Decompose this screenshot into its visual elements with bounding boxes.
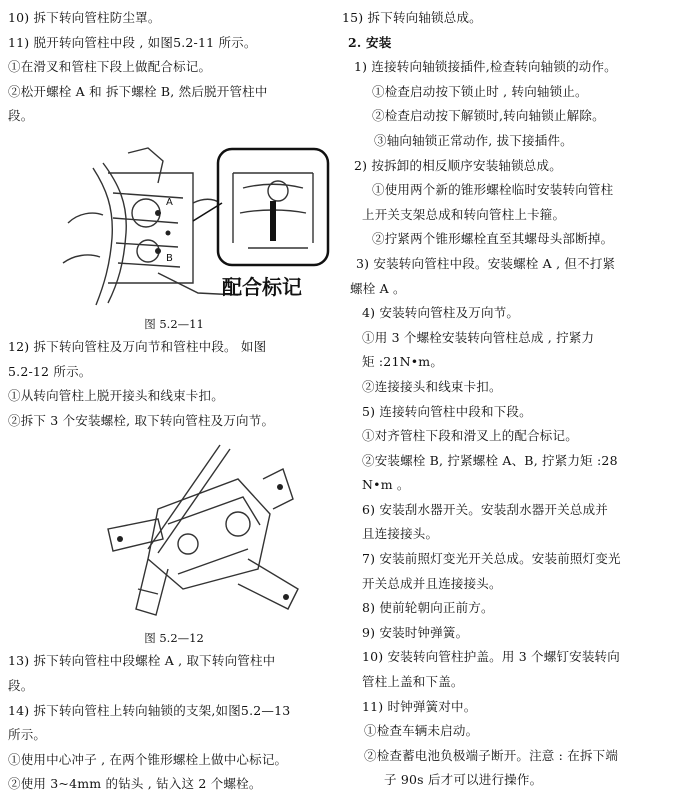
- step-12-cont: 5.2-12 所示。: [8, 363, 92, 379]
- svg-text:B: B: [166, 252, 173, 264]
- install-step-11: 11) 时钟弹簧对中。: [362, 698, 477, 714]
- install-step-1-sub-2: ②检查启动按下解锁时,转向轴锁止解除。: [372, 108, 605, 124]
- install-step-1-sub-1: ①检查启动按下锁止时 , 转向轴锁止。: [372, 83, 588, 99]
- install-step-7-cont: 开关总成并且连接接头。: [362, 575, 502, 591]
- install-step-6: 6) 安装刮水器开关。安装刮水器开关总成并: [362, 501, 609, 517]
- step-13-cont: 段。: [8, 677, 34, 693]
- step-12-sub-2: ②拆下 3 个安装螺栓, 取下转向管柱及万向节。: [8, 412, 275, 428]
- install-step-4-sub-1: ①用 3 个螺栓安装转向管柱总成 , 拧紧力: [362, 329, 595, 345]
- install-step-4-sub-2: ②连接接头和线束卡扣。: [362, 378, 502, 394]
- install-step-2: 2) 按拆卸的相反顺序安装轴锁总成。: [354, 157, 562, 173]
- right-column: [342, 6, 694, 793]
- steering-column-assembly-illustration: [8, 439, 340, 625]
- install-step-6-cont: 且连接接头。: [362, 526, 439, 542]
- step-11-sub-1: ①在滑叉和管柱下段上做配合标记。: [8, 59, 212, 75]
- install-step-5-sub-2-cont: N•m 。: [362, 477, 410, 493]
- step-15: 15) 拆下转向轴锁总成。: [342, 10, 482, 25]
- install-step-10-cont: 管柱上盖和下盖。: [362, 674, 464, 690]
- install-step-10: 10) 安装转向管柱护盖。用 3 个螺钉安装转向: [362, 649, 620, 665]
- step-14-sub-1: ①使用中心冲子 , 在两个锥形螺栓上做中心标记。: [8, 751, 288, 767]
- step-10: 10) 拆下转向管柱防尘罩。: [8, 10, 161, 25]
- install-step-3: 3) 安装转向管柱中段。安装螺栓 A , 但不打紧: [356, 255, 616, 271]
- install-step-4-sub-1-cont: 矩 :21N•m。: [362, 354, 444, 370]
- figure-caption-5-2-11: 图 5.2—11: [144, 316, 204, 331]
- install-step-8: 8) 使前轮朝向正前方。: [362, 600, 494, 616]
- install-step-9: 9) 安装时钟弹簧。: [362, 624, 469, 640]
- step-12-sub-1: ①从转向管柱上脱开接头和线束卡扣。: [8, 388, 224, 404]
- mating-mark-label: 配合标记: [222, 274, 302, 299]
- install-step-1: 1) 连接转向轴锁接插件,检查转向轴锁的动作。: [354, 59, 617, 75]
- install-step-2-sub-2: ②拧紧两个锥形螺栓直至其螺母头部断掉。: [372, 231, 614, 247]
- install-step-3-cont: 螺栓 A 。: [350, 280, 406, 296]
- step-13: 13) 拆下转向管柱中段螺栓 A , 取下转向管柱中: [8, 653, 276, 669]
- step-14-cont: 所示。: [8, 727, 47, 743]
- step-14-sub-2: ②使用 3~4mm 的钻头 , 钻入这 2 个螺栓。: [8, 776, 262, 792]
- step-11-sub-2-cont: 段。: [8, 108, 34, 124]
- install-step-5-sub-1: ①对齐管柱下段和滑叉上的配合标记。: [362, 428, 578, 444]
- install-step-11-sub-2-cont: 子 90s 后才可以进行操作。: [384, 772, 543, 788]
- step-14: 14) 拆下转向管柱上转向轴锁的支架,如图5.2—13: [8, 702, 291, 718]
- svg-text:A: A: [166, 196, 173, 208]
- install-step-2-sub-1-cont: 上开关支架总成和转向管柱上卡箍。: [362, 206, 566, 222]
- figure-5-2-12: [8, 439, 340, 625]
- figure-caption-5-2-12: 图 5.2—12: [144, 631, 204, 646]
- steering-column-mark-illustration: [8, 143, 340, 307]
- section-install-heading: 2. 安装: [348, 34, 392, 50]
- left-column: [8, 6, 340, 797]
- install-step-5: 5) 连接转向管柱中段和下段。: [362, 403, 532, 419]
- figure-5-2-11: [8, 143, 340, 307]
- install-step-2-sub-1: ①使用两个新的锥形螺栓临时安装转向管柱: [372, 182, 614, 198]
- install-step-4: 4) 安装转向管柱及万向节。: [362, 305, 520, 321]
- install-step-5-sub-2: ②安装螺栓 B, 拧紧螺栓 A、B, 拧紧力矩 :28: [362, 452, 618, 468]
- step-11-sub-2: ②松开螺栓 A 和 拆下螺栓 B, 然后脱开管柱中: [8, 83, 268, 99]
- step-12: 12) 拆下转向管柱及万向节和管柱中段。 如图: [8, 338, 267, 354]
- install-step-11-sub-1: ①检查车辆未启动。: [364, 723, 479, 739]
- step-11: 11) 脱开转向管柱中段 , 如图5.2-11 所示。: [8, 34, 257, 50]
- install-step-1-sub-3: ③轴向轴锁正常动作, 拔下接插件。: [374, 132, 573, 148]
- install-step-7: 7) 安装前照灯变光开关总成。安装前照灯变光: [362, 551, 621, 567]
- install-step-11-sub-2: ②检查蓄电池负极端子断开。注意 : 在拆下端: [364, 747, 619, 763]
